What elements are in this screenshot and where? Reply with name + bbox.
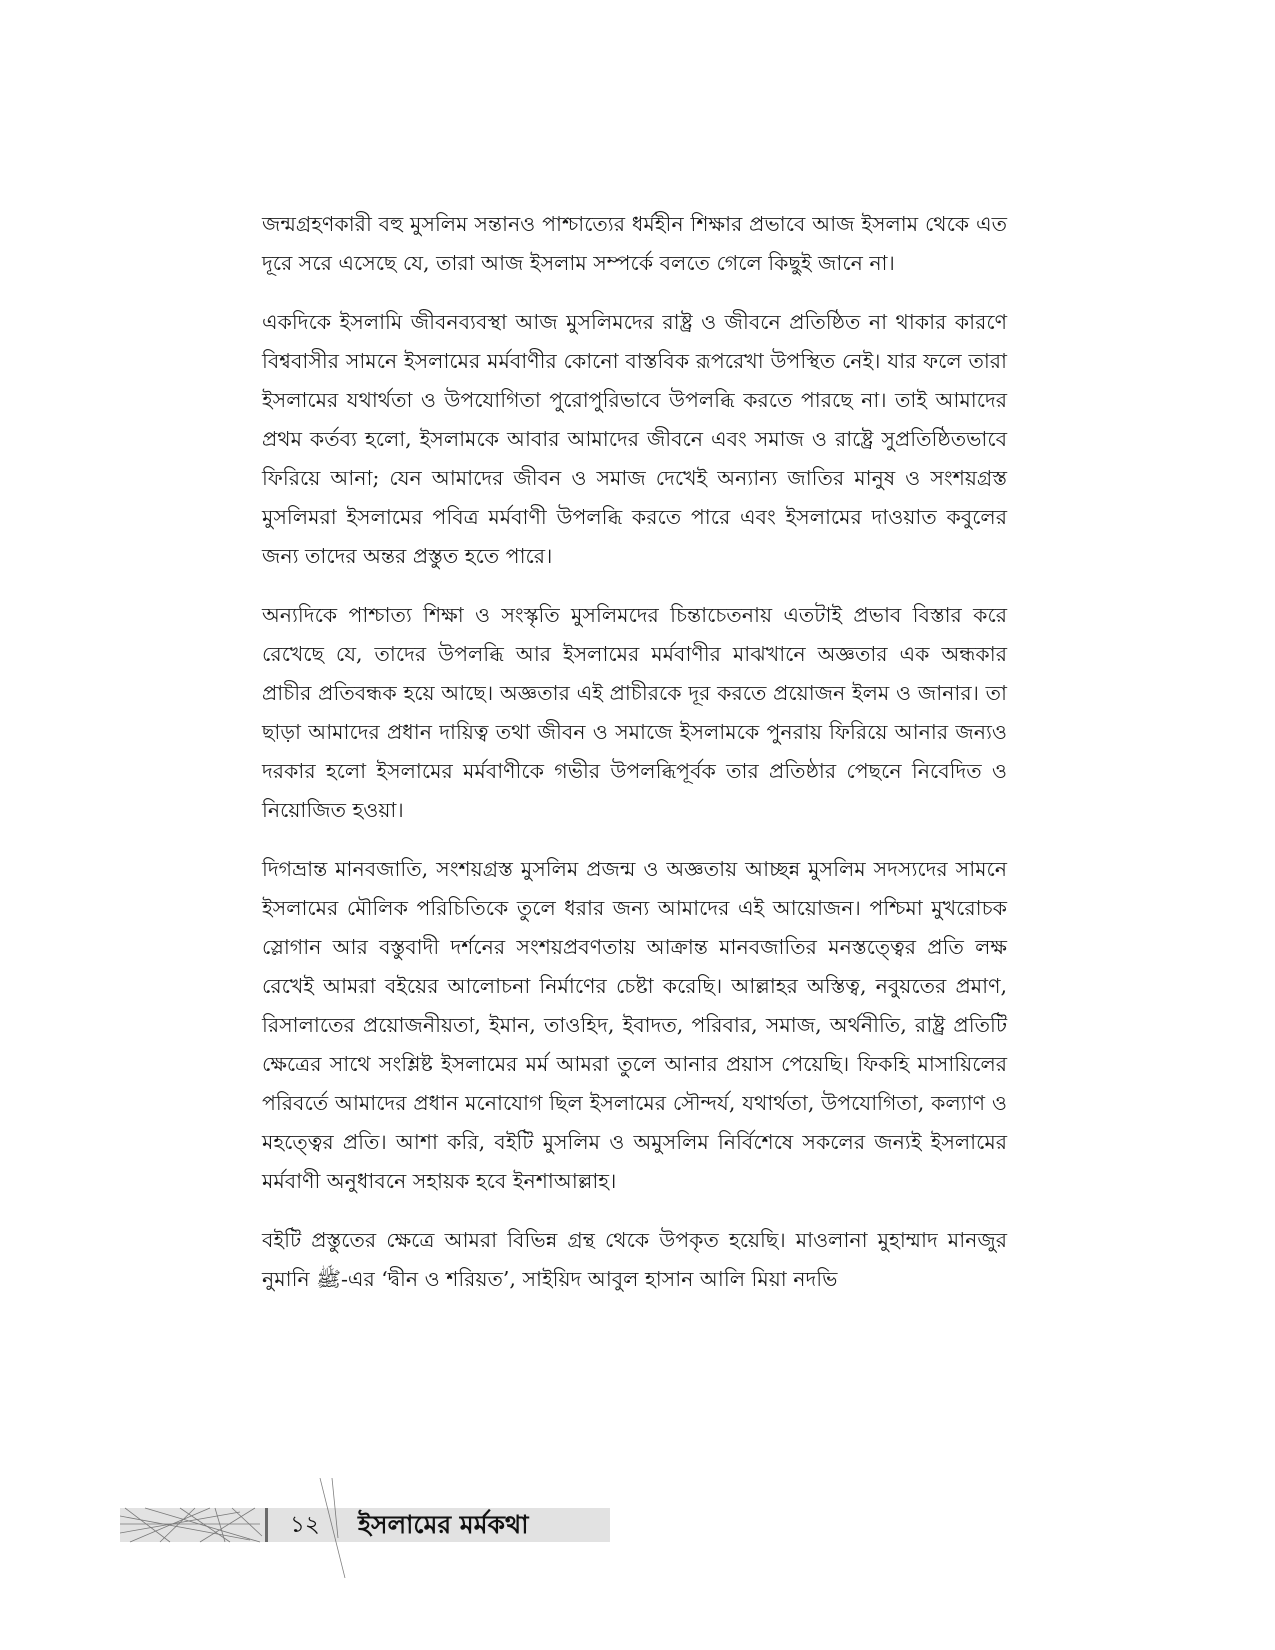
- paragraph-3: অন্যদিকে পাশ্চাত্য শিক্ষা ও সংস্কৃতি মুসলিমদের চিন্তাচেতনায় এতটাই প্রভাব বিস্তার করে রেখেছে যে, তাদের উপলব্ধি আর ইসলামের মর্মবাণীর মাঝখানে অজ্ঞতার এক অন্ধকার প্রাচীর প্রতিবন্ধক হয়ে আছে। অজ্ঞতার এই প্রাচীরকে দূর করতে প্রয়োজন ইলম ও জানার। তা ছাড়া আমাদের প্রধান দায়িত্ব তথা জীবন ও সমাজে ইসলামকে পুনরায় ফিরিয়ে আনার জন্যও দরকার হলো ইসলামের মর্মবাণীকে গভীর উপলব্ধিপূর্বক তার প্রতিষ্ঠার পেছনে নিবেদিত ও নিয়োজিত হওয়া।: [262, 603, 1007, 822]
- paragraph-4: দিগভ্রান্ত মানবজাতি, সংশয়গ্রস্ত মুসলিম প্রজন্ম ও অজ্ঞতায় আচ্ছন্ন মুসলিম সদস্যদের সামনে ইসলামের মৌলিক পরিচিতিকে তুলে ধরার জন্য আমাদের এই আয়োজন। পশ্চিমা মুখরোচক স্লোগান আর বস্তুবাদী দর্শনের সংশয়প্রবণতায় আক্রান্ত মানবজাতির মনস্তত্ত্বের প্রতি লক্ষ রেখেই আমরা বইয়ের আলোচনা নির্মাণের চেষ্টা করেছি। আল্লাহর অস্তিত্ব, নবুয়তের প্রমাণ, রিসালাতের প্রয়োজনীয়তা, ইমান, তাওহিদ, ইবাদত, পরিবার, সমাজ, অর্থনীতি, রাষ্ট্র প্রতিটি ক্ষেত্রের সাথে সংশ্লিষ্ট ইসলামের মর্ম আমরা তুলে আনার প্রয়াস পেয়েছি। ফিকহি মাসায়িলের পরিবর্তে আমাদের প্রধান মনোযোগ ছিল ইসলামের সৌন্দর্য, যথার্থতা, উপযোগিতা, কল্যাণ ও মহত্ত্বের প্রতি। আশা করি, বইটি মুসলিম ও অমুসলিম নির্বিশেষে সকলের জন্যই ইসলামের মর্মবাণী অনুধাবনে সহায়ক হবে ইনশাআল্লাহ।: [262, 857, 1007, 1193]
- page-number: ১২: [290, 1512, 320, 1538]
- footer-divider: [265, 1508, 268, 1542]
- page-body: [262, 205, 1007, 1319]
- paragraph-5: বইটি প্রস্তুতের ক্ষেত্রে আমরা বিভিন্ন গ্রন্থ থেকে উপকৃত হয়েছি। মাওলানা মুহাম্মাদ মানজুর নুমানি ﷺ-এর ‘দ্বীন ও শরিয়ত’, সাইয়িদ আবুল হাসান আলি মিয়া নদভি: [262, 1228, 1007, 1291]
- running-title: ইসলামের মর্মকথা: [358, 1510, 529, 1539]
- page-footer: [120, 1508, 610, 1542]
- paragraph-1: জন্মগ্রহণকারী বহু মুসলিম সন্তানও পাশ্চাত্যের ধর্মহীন শিক্ষার প্রভাবে আজ ইসলাম থেকে এত দূরে সরে এসেছে যে, তারা আজ ইসলাম সম্পর্কে বলতে গেলে কিছুই জানে না।: [262, 212, 1007, 275]
- paragraph-2: একদিকে ইসলামি জীবনব্যবস্থা আজ মুসলিমদের রাষ্ট্র ও জীবনে প্রতিষ্ঠিত না থাকার কারণে বিশ্ববাসীর সামনে ইসলামের মর্মবাণীর কোনো বাস্তবিক রূপরেখা উপস্থিত নেই। যার ফলে তারা ইসলামের যথার্থতা ও উপযোগিতা পুরোপুরিভাবে উপলব্ধি করতে পারছে না। তাই আমাদের প্রথম কর্তব্য হলো, ইসলামকে আবার আমাদের জীবনে এবং সমাজ ও রাষ্ট্রে সুপ্রতিষ্ঠিতভাবে ফিরিয়ে আনা; যেন আমাদের জীবন ও সমাজ দেখেই অন্যান্য জাতির মানুষ ও সংশয়গ্রস্ত মুসলিমরা ইসলামের পবিত্র মর্মবাণী উপলব্ধি করতে পারে এবং ইসলামের দাওয়াত কবুলের জন্য তাদের অন্তর প্রস্তুত হতে পারে।: [262, 310, 1007, 568]
